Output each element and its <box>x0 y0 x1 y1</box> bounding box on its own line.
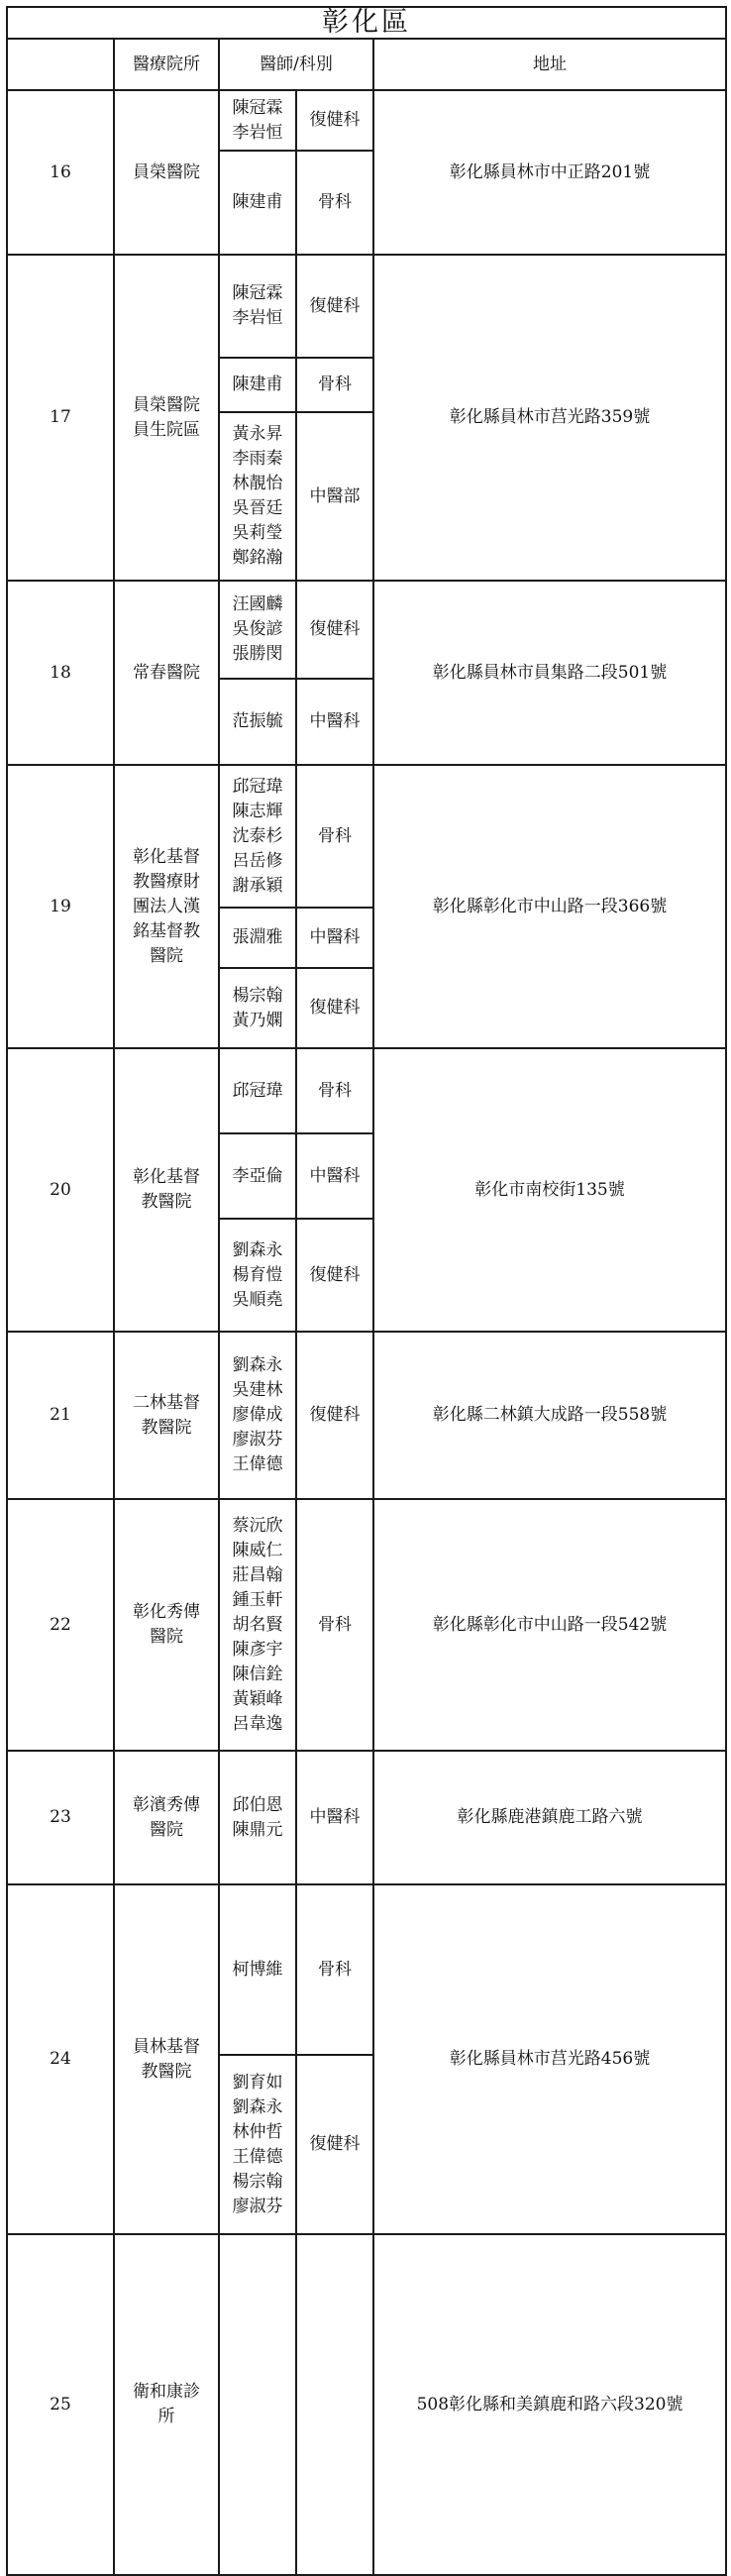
entry-number: 17 <box>7 255 114 581</box>
entry-number: 23 <box>7 1751 114 1884</box>
doctor-name: 張淵雅 <box>232 927 283 947</box>
doctor-names <box>219 2055 296 2234</box>
doctor-names <box>219 1332 296 1499</box>
department: 復健科 <box>296 968 373 1048</box>
address: 508彰化縣和美鎮鹿和路六段320號 <box>373 2234 726 2575</box>
doctor-names <box>219 908 296 968</box>
hospital-name: 彰化基督教醫院 <box>114 1048 219 1332</box>
doctor-names <box>219 1751 296 1884</box>
hospital-name: 衛和康診所 <box>114 2234 219 2575</box>
table-row <box>7 581 726 679</box>
department <box>296 2234 373 2575</box>
entry-number: 16 <box>7 90 114 255</box>
address: 彰化縣鹿港鎮鹿工路六號 <box>373 1751 726 1884</box>
doctor-name: 陳建甫 <box>232 375 283 394</box>
doctor-names <box>219 412 296 581</box>
doctor-name: 陳志輝 <box>232 801 283 821</box>
doctor-name: 呂岳修 <box>232 850 283 871</box>
doctor-names <box>219 358 296 412</box>
department: 復健科 <box>296 255 373 358</box>
department: 復健科 <box>296 2055 373 2234</box>
address: 彰化縣彰化市中山路一段542號 <box>373 1499 726 1751</box>
hospital-name: 常春醫院 <box>114 581 219 765</box>
address: 彰化縣彰化市中山路一段366號 <box>373 765 726 1048</box>
department: 復健科 <box>296 1332 373 1499</box>
department: 中醫科 <box>296 1133 373 1219</box>
doctor-name: 陳彥宇 <box>232 1639 283 1660</box>
doctor-name: 廖淑芬 <box>232 1430 283 1449</box>
doctor-names <box>219 90 296 151</box>
doctor-name: 張勝閔 <box>232 644 283 664</box>
doctor-name: 陳信銓 <box>232 1664 283 1684</box>
title-row <box>7 7 726 39</box>
doctor-name: 鍾玉軒 <box>232 1589 283 1610</box>
doctor-name: 蔡沅欣 <box>232 1515 283 1536</box>
doctor-name: 吳莉瑩 <box>232 523 283 543</box>
entry-number: 25 <box>7 2234 114 2575</box>
doctor-names <box>219 255 296 358</box>
department: 中醫科 <box>296 908 373 968</box>
address: 彰化縣員林市莒光路359號 <box>373 255 726 581</box>
doctor-name: 邱伯恩 <box>232 1794 283 1815</box>
doctor-name: 李岩恒 <box>232 122 283 143</box>
table-row <box>7 255 726 358</box>
doctor-name: 林仲哲 <box>232 2121 283 2142</box>
doctor-name: 林靚怡 <box>232 474 283 493</box>
table-row <box>7 1332 726 1499</box>
doctor-name: 吳順堯 <box>232 1289 283 1310</box>
doctor-name: 李岩恒 <box>232 308 283 328</box>
table-row <box>7 1499 726 1751</box>
table-row <box>7 1884 726 2055</box>
doctor-names <box>219 1499 296 1751</box>
doctor-name: 范振毓 <box>232 711 283 731</box>
department: 骨科 <box>296 765 373 908</box>
table-row <box>7 2234 726 2575</box>
doctor-name: 陳冠霖 <box>232 283 283 303</box>
department: 骨科 <box>296 1048 373 1133</box>
header-hospital: 醫療院所 <box>114 39 219 90</box>
hospital-name: 彰濱秀傳醫院 <box>114 1751 219 1884</box>
doctor-name: 廖淑芬 <box>232 2196 283 2216</box>
doctor-name: 謝承穎 <box>232 875 283 896</box>
department: 骨科 <box>296 1499 373 1751</box>
doctor-name: 楊宗翰 <box>232 2171 283 2192</box>
doctor-name: 陳鼎元 <box>232 1819 283 1840</box>
entry-number: 21 <box>7 1332 114 1499</box>
doctor-name: 楊育愷 <box>232 1264 283 1285</box>
table-row <box>7 765 726 908</box>
doctor-name: 劉育如 <box>232 2072 283 2093</box>
doctor-names <box>219 2234 296 2575</box>
clinic-list-sheet <box>6 6 725 2576</box>
hospital-name: 員榮醫院 <box>114 90 219 255</box>
department: 復健科 <box>296 581 373 679</box>
header-no <box>7 39 114 90</box>
doctor-name: 呂韋逸 <box>232 1713 283 1734</box>
address: 彰化縣員林市莒光路456號 <box>373 1884 726 2234</box>
hospital-name: 二林基督教醫院 <box>114 1332 219 1499</box>
doctor-names <box>219 1219 296 1332</box>
doctor-name: 陳威仁 <box>232 1540 283 1560</box>
doctor-name: 吳建林 <box>232 1380 283 1400</box>
doctor-name: 黃永昇 <box>232 424 283 444</box>
doctor-name: 柯博維 <box>232 1959 283 1980</box>
doctor-name: 李亞倫 <box>232 1165 283 1186</box>
hospital-name: 員榮醫院員生院區 <box>114 255 219 581</box>
clinic-table <box>6 6 727 2576</box>
doctor-name: 王偉德 <box>232 2146 283 2167</box>
doctor-name: 吳俊諺 <box>232 619 283 639</box>
doctor-name: 劉森永 <box>232 2096 283 2117</box>
header-address: 地址 <box>373 39 726 90</box>
doctor-names <box>219 1133 296 1219</box>
entry-number: 18 <box>7 581 114 765</box>
header-doctor-dept: 醫師/科別 <box>219 39 373 90</box>
doctor-names <box>219 1048 296 1133</box>
doctor-name: 黃穎峰 <box>232 1688 283 1709</box>
hospital-name: 彰化秀傳醫院 <box>114 1499 219 1751</box>
doctor-names <box>219 1884 296 2055</box>
doctor-name: 楊宗翰 <box>232 985 283 1006</box>
doctor-names <box>219 151 296 255</box>
department: 骨科 <box>296 1884 373 2055</box>
doctor-name: 廖偉成 <box>232 1405 283 1425</box>
doctor-name: 莊昌翰 <box>232 1564 283 1585</box>
doctor-name: 邱冠瑋 <box>232 1080 283 1101</box>
table-row <box>7 1048 726 1133</box>
doctor-names <box>219 679 296 765</box>
entry-number: 20 <box>7 1048 114 1332</box>
doctor-name: 劉森永 <box>232 1239 283 1260</box>
doctor-name: 汪國麟 <box>232 594 283 614</box>
hospital-name: 彰化基督教醫療財團法人漢銘基督教醫院 <box>114 765 219 1048</box>
entry-number: 19 <box>7 765 114 1048</box>
doctor-name: 陳冠霖 <box>232 97 283 118</box>
department: 中醫科 <box>296 679 373 765</box>
doctor-name: 沈泰杉 <box>232 825 283 846</box>
department: 復健科 <box>296 1219 373 1332</box>
doctor-name: 胡名賢 <box>232 1614 283 1635</box>
department: 骨科 <box>296 151 373 255</box>
address: 彰化縣員林市中正路201號 <box>373 90 726 255</box>
doctor-name: 吳晉廷 <box>232 498 283 518</box>
doctor-names <box>219 581 296 679</box>
entry-number: 24 <box>7 1884 114 2234</box>
doctor-names <box>219 765 296 908</box>
table-row <box>7 90 726 151</box>
department: 復健科 <box>296 90 373 151</box>
region-title: 彰化區 <box>7 7 726 39</box>
doctor-names <box>219 968 296 1048</box>
doctor-name: 邱冠瑋 <box>232 776 283 797</box>
address: 彰化市南校街135號 <box>373 1048 726 1332</box>
department: 中醫部 <box>296 412 373 581</box>
doctor-name: 李雨秦 <box>232 449 283 469</box>
doctor-name: 劉森永 <box>232 1355 283 1375</box>
entry-number: 22 <box>7 1499 114 1751</box>
doctor-name: 黃乃嫻 <box>232 1010 283 1030</box>
header-row <box>7 39 726 90</box>
table-row <box>7 1751 726 1884</box>
doctor-name: 王偉德 <box>232 1454 283 1474</box>
department: 骨科 <box>296 358 373 412</box>
hospital-name: 員林基督教醫院 <box>114 1884 219 2234</box>
address: 彰化縣二林鎮大成路一段558號 <box>373 1332 726 1499</box>
doctor-name: 鄭銘瀚 <box>232 548 283 568</box>
address: 彰化縣員林市員集路二段501號 <box>373 581 726 765</box>
doctor-name: 陳建甫 <box>232 192 283 212</box>
department: 中醫科 <box>296 1751 373 1884</box>
